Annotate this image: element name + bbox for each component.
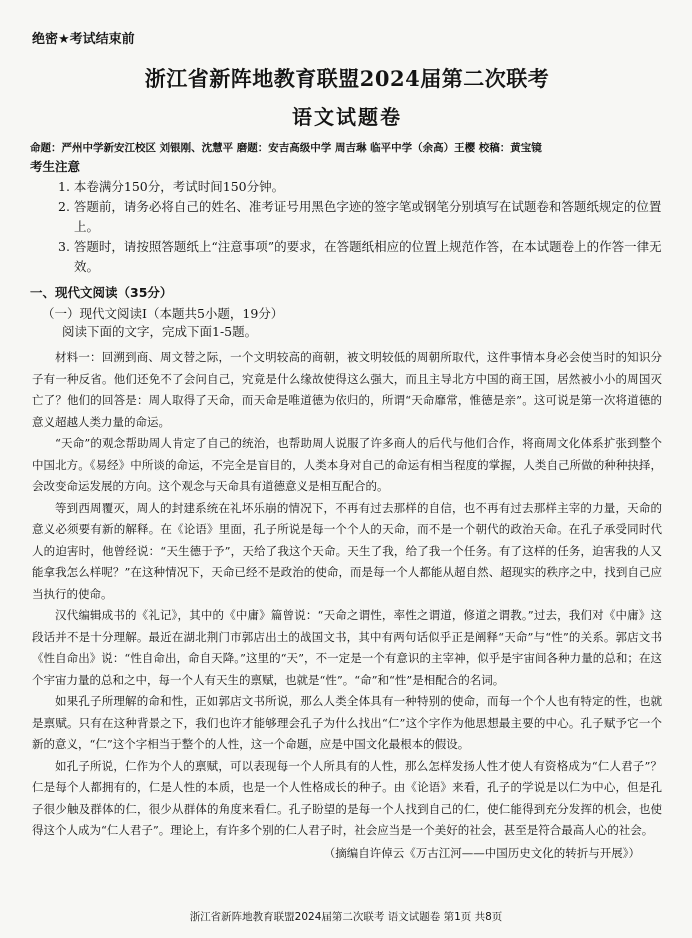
passage-paragraph: 汉代编辑成书的《礼记》，其中的《中庸》篇曾说：“天命之谓性，率性之谓道，修道之谓教。”过去，我们对《中庸》这段话并不是十分理解。最近在湖北荆门市郭店出土的战国文书，其中有两句话似乎正是阐释“天命”与“性”的关系。郭店文书《性自命出》说：“性自命出，命自天降。”这里的“天”，不一定是一个有意识的主宰神，似乎是宇宙间各种力量的总和；在这个宇宙力量的总和之中，每一个人有天生的禀赋，也就是“性”。“命”和“性”是相配合的名词。 <box>32 608 662 687</box>
reading-passage <box>32 347 662 864</box>
passage-paragraph: “天命”的观念帮助周人肯定了自己的统治，也帮助周人说服了许多商人的后代与他们合作，将商周文化体系扩张到整个中国北方。《易经》中所谈的命运，不完全是盲目的，人类本身对自己的命运有相当程度的掌握，人类自己所做的种种抉择，会改变命运发展的方向。这个观念与天命具有道德意义是相互配合的。 <box>32 436 662 493</box>
passage-paragraph: 材料一：回溯到商、周文替之际，一个文明较高的商朝，被文明较低的周朝所取代，这件事情本身必会使当时的知识分子有一种反省。他们还免不了会问自己，究竟是什么缘故使得这么强大，而且主导北方中国的商王国，居然被小小的周国灭亡了？他们的回答是：周人取得了天命，而天命是唯道德为依归的，所谓“天命靡常，惟德是亲”。这可说是第一次将道德的意义超越人类力量的命运。 <box>32 350 662 429</box>
notice-item: 2. 答题前，请务必将自己的姓名、准考证号用黑色字迹的签字笔或钢笔分别填写在试题卷和答题纸规定的位置上。 <box>58 199 662 234</box>
exam-subtitle: 语文试题卷 <box>292 105 402 129</box>
reading-instruction: 阅读下面的文字，完成下面1-5题。 <box>62 324 258 339</box>
section-title: 一、现代文阅读（35分） <box>30 285 173 300</box>
exam-credits: 命题：严州中学新安江校区 刘银刚、沈慧平 磨题：安吉高级中学 周吉琳 临平中学（余高）王樱 校稿：黄宝镜 <box>30 142 542 154</box>
notice-item: 1. 本卷满分150分，考试时间150分钟。 <box>58 179 285 194</box>
notice-list <box>58 177 662 277</box>
page-footer: 浙江省新阵地教育联盟2024届第二次联考 语文试题卷 第1页 共8页 <box>189 911 503 923</box>
subsection-title: （一）现代文阅读Ⅰ（本题共5小题，19分） <box>42 306 284 321</box>
passage-paragraph: 如孔子所说，仁作为个人的禀赋，可以表现每一个人所具有的人性，那么怎样发扬人性才使人有资格成为“仁人君子”？仁是每个人都拥有的，仁是人性的本质，也是一个人性格成长的种子。由《论语》来看，孔子的学说是以仁为中心，但是孔子很少触及群体的仁，很少从群体的角度来看仁。孔子盼望的是每一个人找到自己的仁，使仁能得到充分发挥的机会，也使得这个人成为“仁人君子”。理论上，有许多个别的仁人君子时，社会应当是一个美好的社会，甚至是符合最高人心的社会。 <box>32 758 662 837</box>
notice-item: 3. 答题时，请按照答题纸上“注意事项”的要求，在答题纸相应的位置上规范作答，在本试题卷上的作答一律无效。 <box>58 239 662 274</box>
confidential-label: 绝密★考试结束前 <box>32 32 135 47</box>
passage-source: （摘编自许倬云《万古江河——中国历史文化的转折与开展》） <box>323 845 640 860</box>
notice-heading: 考生注意 <box>30 159 81 174</box>
passage-paragraph: 等到西周覆灭，周人的封建系统在礼坏乐崩的情况下，不再有过去那样的自信，也不再有过去那样主宰的力量，天命的意义必须要有新的解释。在《论语》里面，孔子所说是每一个个人的天命，而不是一个朝代的政治天命。在孔子承受同时代人的迫害时，他曾经说：“天生德于予”，天给了我这个天命。天生了我，给了我一个任务。有了这样的任务，迫害我的人又能拿我怎么样呢？”在这种情况下，天命已经不是政治的使命，而是每一个人都能从超自然、超现实的秩序之中，找到自己应当执行的使命。 <box>32 500 662 601</box>
exam-title: 浙江省新阵地教育联盟2024届第二次联考 <box>144 66 550 91</box>
passage-paragraph: 如果孔子所理解的命和性，正如郭店文书所说，那么人类全体具有一种特别的使命，而每一个个人也有特定的性，也就是禀赋。只有在这种背景之下，我们也许才能够理会孔子为什么找出“仁”这个字作为他思想最主要的中心。孔子赋予它一个新的意义，“仁”这个字相当于整个的人性，这一个命题，应是中国文化最根本的假设。 <box>32 694 662 751</box>
